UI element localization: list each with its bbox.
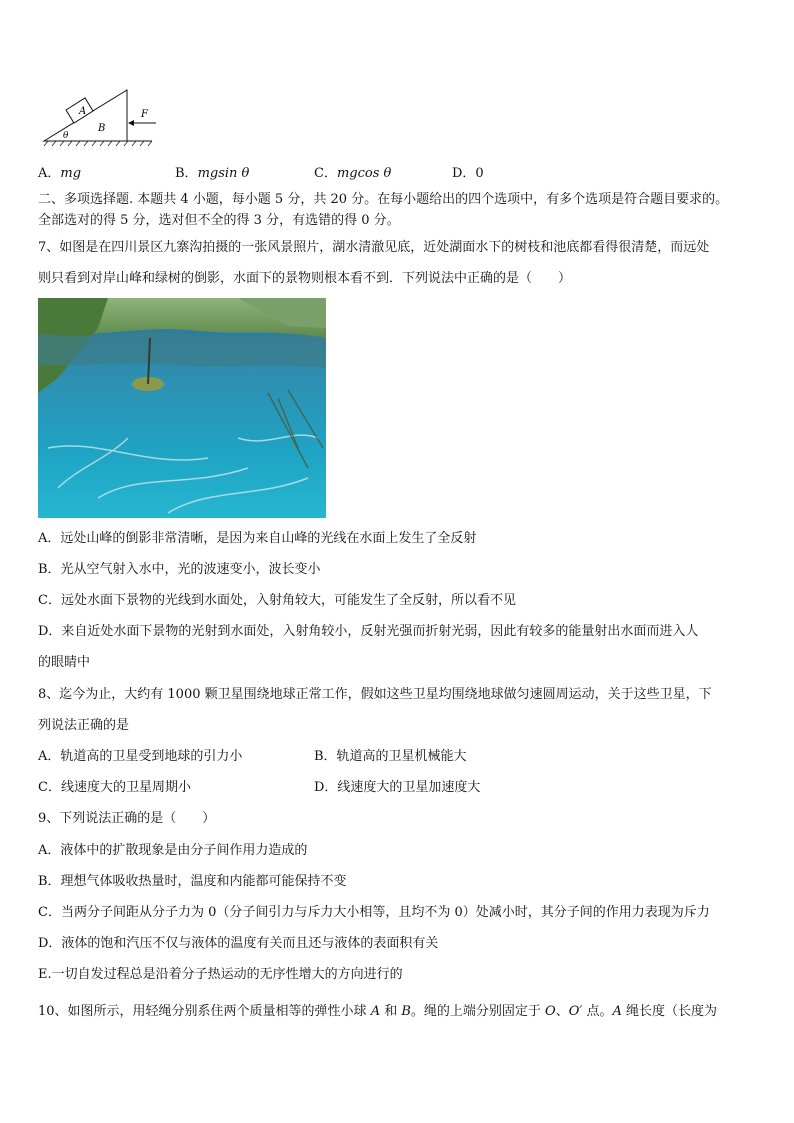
force-arrow xyxy=(128,120,156,126)
q9-option-a: A．液体中的扩散现象是由分子间作用力造成的 xyxy=(38,843,308,858)
section2-line2: 全部选对的得 5 分，选对但不全的得 3 分，有选错的得 0 分。 xyxy=(38,213,400,228)
q7-option-c: C．远处水面下景物的光线到水面处，入射角较大，可能发生了全反射，所以看不见 xyxy=(38,593,516,608)
jiuzhaigou-lake-photo xyxy=(38,298,326,518)
q9-option-d: D．液体的饱和汽压不仅与液体的温度有关而且还与液体的表面积有关 xyxy=(38,936,439,951)
option-letter: C． xyxy=(314,166,337,181)
label-b: B xyxy=(98,123,106,134)
q10-var: A xyxy=(370,1004,381,1019)
q8-option-b: B．轨道高的卫星机械能大 xyxy=(314,749,467,764)
q10-text: 点。 xyxy=(582,1004,613,1019)
q10-text: 、 xyxy=(555,1004,569,1019)
option-value: mgsin θ xyxy=(197,166,250,181)
option-letter: B． xyxy=(175,166,198,181)
q7-stem-line1: 7、如图是在四川景区九寨沟拍摄的一张风景照片，湖水清澈见底，近处湖面水下的树枝和池底都看得很清楚，而远处 xyxy=(38,240,710,255)
q10-text: 绳长度（长度为 xyxy=(621,1004,718,1019)
q6-option-b xyxy=(175,165,249,183)
q9-option-b: B．理想气体吸收热量时，温度和内能都可能保持不变 xyxy=(38,874,347,889)
q10-var: O xyxy=(545,1004,556,1019)
q8-option-c: C．线速度大的卫星周期小 xyxy=(38,780,191,795)
q10-var: O′ xyxy=(568,1004,583,1019)
section2-line1: 二、多项选择题. 本题共 4 小题，每小题 5 分，共 20 分。在每小题给出的四个选项中，有多个选项是符合题目要求的。 xyxy=(38,192,729,207)
q6-option-c xyxy=(314,165,391,183)
label-a: A xyxy=(79,106,87,117)
option-value: mgcos θ xyxy=(336,166,392,181)
option-letter: A． xyxy=(38,166,61,181)
label-f: F xyxy=(141,109,148,120)
incline-figure xyxy=(38,86,168,150)
ground xyxy=(44,141,152,146)
q10-var: A xyxy=(612,1004,622,1019)
q8-option-a: A．轨道高的卫星受到地球的引力小 xyxy=(38,749,243,764)
q8-stem-line2: 列说法正确的是 xyxy=(38,718,130,733)
q8-stem-line1: 8、迄今为止，大约有 1000 颗卫星围绕地球正常工作，假如这些卫星均围绕地球做匀速圆周运动，关于这些卫星，下 xyxy=(38,687,712,702)
q10-var: B xyxy=(401,1004,411,1019)
q7-option-a: A．远处山峰的倒影非常清晰，是因为来自山峰的光线在水面上发生了全反射 xyxy=(38,531,477,546)
q7-option-d-line1: D．来自近处水面下景物的光射到水面处，入射角较小，反射光强而折射光弱，因此有较多的能量射出水面而进入人 xyxy=(38,624,699,639)
q7-option-d-line2: 的眼睛中 xyxy=(38,655,91,670)
q10-text: 和 xyxy=(380,1004,402,1019)
q8-option-d: D．线速度大的卫星加速度大 xyxy=(314,780,481,795)
q7-option-b: B．光从空气射入水中，光的波速变小，波长变小 xyxy=(38,562,321,577)
q7-stem-line2: 则只看到对岸山峰和绿树的倒影，水面下的景物则根本看不到．下列说法中正确的是（ ） xyxy=(38,271,572,286)
q6-option-a xyxy=(38,165,81,183)
q10-text: 。绳的上端分别固定于 xyxy=(410,1004,546,1019)
label-theta: θ xyxy=(63,131,69,141)
q9-option-e: E.一切自发过程总是沿着分子热运动的无序性增大的方向进行的 xyxy=(38,967,403,982)
option-value: mg xyxy=(60,166,82,181)
q10-stem xyxy=(38,1003,717,1021)
q9-stem: 9、下列说法正确的是（ ） xyxy=(38,811,216,826)
q6-option-d: D．0 xyxy=(452,166,484,181)
q10-text: 10、如图所示，用轻绳分别系住两个质量相等的弹性小球 xyxy=(38,1004,371,1019)
q9-option-c: C．当两分子间距从分子力为 0（分子间引力与斥力大小相等，且均不为 0）处减小时，其分子间的作用力表现为斥力 xyxy=(38,905,710,920)
